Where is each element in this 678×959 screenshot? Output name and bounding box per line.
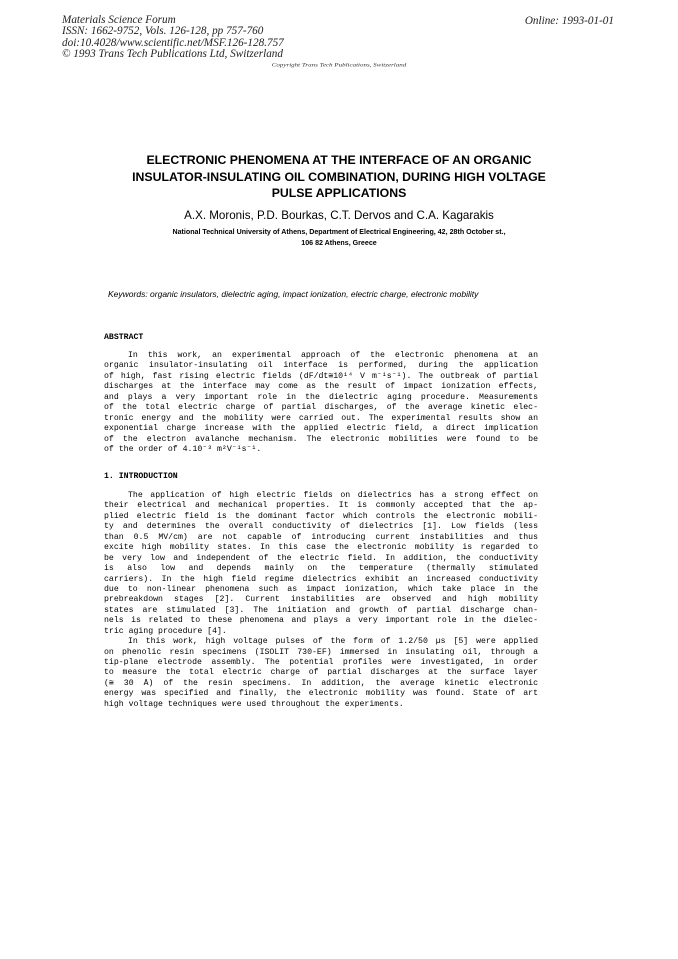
text-line: tric aging procedure [4]. <box>104 626 227 636</box>
publisher-copyright: Copyright Trans Tech Publications, Switzerland <box>271 62 407 68</box>
text-line: to measure the total electric charge of partial discharges at the surface layer <box>104 668 538 678</box>
text-line: states are stimulated [3]. The initiation and growth of partial discharge chan- <box>104 605 538 615</box>
text-line: plied electric field is the dominant factor which controls the electronic mobili- <box>104 511 538 521</box>
text-line: organic insulator-insulating oil interface is performed, during the application <box>104 361 538 371</box>
title-line: ELECTRONIC PHENOMENA AT THE INTERFACE OF AN ORGANIC <box>146 153 532 167</box>
issn-line: ISSN: 1662-9752, Vols. 126-128, pp 757-760 <box>62 25 264 38</box>
journal-name: Materials Science Forum <box>62 14 176 26</box>
text-line: exponential charge increase with the applied electric field, a direct implication <box>104 424 538 434</box>
introduction-heading: 1. INTRODUCTION <box>104 472 178 481</box>
abstract-heading: ABSTRACT <box>104 333 144 342</box>
text-line: energy was specified and finally, the electronic mobility was found. State of art <box>104 689 538 699</box>
text-line: due to non-linear phenomena such as impact ionization, which take place in the <box>104 584 538 594</box>
keywords: Keywords: organic insulators, dielectric aging, impact ionization, electric charge, electronic mobility <box>108 289 479 299</box>
text-line: of the total electric charge of partial discharges, of the average kinetic elec- <box>104 403 538 413</box>
abstract-body <box>104 351 538 455</box>
journal-header <box>62 15 284 61</box>
authors: A.X. Moronis, P.D. Bourkas, C.T. Dervos and C.A. Kagarakis <box>184 209 494 222</box>
text-line: ty and determines the overall conductivity of dielectrics [1]. Low fields (less <box>104 522 538 532</box>
text-line: prebreakdown stages [2]. Current instabilities are observed and high mobility <box>104 595 538 605</box>
text-line: on phenolic resin specimens (ISOLIT 730-EF) immersed in insulating oil, through a <box>104 647 538 657</box>
text-line: their electrical and mechanical properties. It is commonly accepted that the ap- <box>104 501 538 511</box>
text-line: tronic energy and the mobility were carried out. The experimental results show an <box>104 413 538 423</box>
paper-title <box>100 152 578 202</box>
text-line: tip-plane electrode assembly. The potential profiles were investigated, in order <box>104 658 538 667</box>
online-date: Online: 1993-01-01 <box>524 15 614 27</box>
text-line: The application of high electric fields on dielectrics has a strong effect on <box>128 491 538 500</box>
copyright-line: © 1993 Trans Tech Publications Ltd, Switzerland <box>62 48 283 61</box>
text-line: of the order of 4.10⁻³ m²V⁻¹s⁻¹. <box>104 444 262 454</box>
affiliation-line: 106 82 Athens, Greece <box>301 238 377 247</box>
text-line: of high, fast rising electric fields (dF/dt≅10¹⁴ V m⁻¹s⁻¹). The outbreak of partial <box>104 371 538 381</box>
text-line: In this work, high voltage pulses of the form of 1.2/50 µs [5] were applied <box>128 637 538 647</box>
text-line: of the electron avalanche mechanism. The electronic mobilities were found to be <box>104 434 538 444</box>
text-line: and plays a very important role in the dielectric aging procedure. Measurements <box>104 392 538 402</box>
text-line: discharges at the interface may come as the result of impact ionization effects, <box>104 382 538 392</box>
affiliation-line: National Technical University of Athens, Department of Electrical Engineering, 42, 28th October st., <box>172 228 506 236</box>
text-line: nels is related to these phenomena and plays a very important role in the dielec- <box>104 616 538 626</box>
introduction-body <box>104 491 538 710</box>
title-line: INSULATOR-INSULATING OIL COMBINATION, DURING HIGH VOLTAGE <box>132 169 546 184</box>
text-line: than 0.5 MV/cm) are not capable of introducing current instabilities and thus <box>104 532 538 542</box>
title-line: PULSE APPLICATIONS <box>271 186 407 200</box>
affiliation <box>0 227 678 248</box>
doi-line[interactable]: doi:10.4028/www.scientific.net/MSF.126-128.757 <box>62 36 284 49</box>
text-line: In this work, an experimental approach of the electronic phenomena at an <box>128 351 538 360</box>
text-line: excite high mobility states. In this case the electronic mobility is regarded to <box>104 543 538 553</box>
text-line: (≅ 30 Å) of the resin specimens. In addition, the average kinetic electronic <box>104 678 538 688</box>
text-line: high voltage techniques were used throughout the experiments. <box>104 699 404 709</box>
text-line: carriers). In the high field regime dielectrics exhibit an increased conductivity <box>104 574 538 584</box>
text-line: is also low and depends mainly on the temperature (thermally stimulated <box>104 564 538 574</box>
text-line: be very low and independent of the electric field. In addition, the conductivity <box>104 553 538 563</box>
